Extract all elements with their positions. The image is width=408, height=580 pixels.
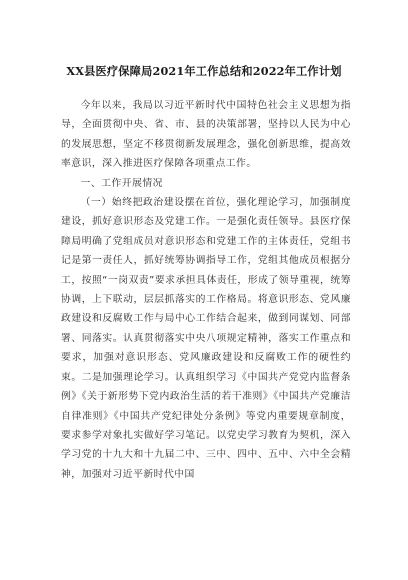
section-one-paragraph: （一）始终把政治建设摆在首位，强化理论学习，加强制度建设，抓好意识形态及党建工作。一是强化责任领导。县医疗保障局明确了党组成员对意识形态和党建工作的主体责任，党组书记是第一责任人，抓好统筹协调指导工作，党组其他成员根据分工，按照“一岗双责”要求承担具体责任，形成了领导重视，统筹协调，上下联动，层层抓落实的工作格局。将意识形态、党风廉政建设和反腐败工作与局中心工作结合起来，做到同谋划、同部署、同落实。认真贯彻落实中央八项规定精神，落实工作重点和要求，加强对意识形态、党风廉政建设和反腐败工作的硬性约束。二是加强理论学习。认真组织学习《中国共产党党内监督条例》《关于新形势下党内政治生活的若干准则》《中国共产党廉洁自律准则》《中国共产党纪律处分条例》等党内重要规章制度，要求参学对象扎实做好学习笔记。以党史学习教育为契机，深入学习党的十九大和十九届二中、三中、四中、五中、六中全会精神，加强对习近平新时代中国 (61, 197, 351, 480)
document-title: XX县医疗保障局2021年工作总结和2022年工作计划 (66, 64, 342, 78)
document-body (61, 96, 351, 484)
section-one-heading: 一、工作开展情况 (80, 177, 163, 189)
intro-paragraph: 今年以来，我局以习近平新时代中国特色社会主义思想为指导，全面贯彻中央、省、市、县的决策部署，坚持以人民为中心的发展思想，坚定不移贯彻新发展理念，强化创新思维，提高效率意识，深入推进医疗保障各项重点工作。 (61, 100, 351, 170)
